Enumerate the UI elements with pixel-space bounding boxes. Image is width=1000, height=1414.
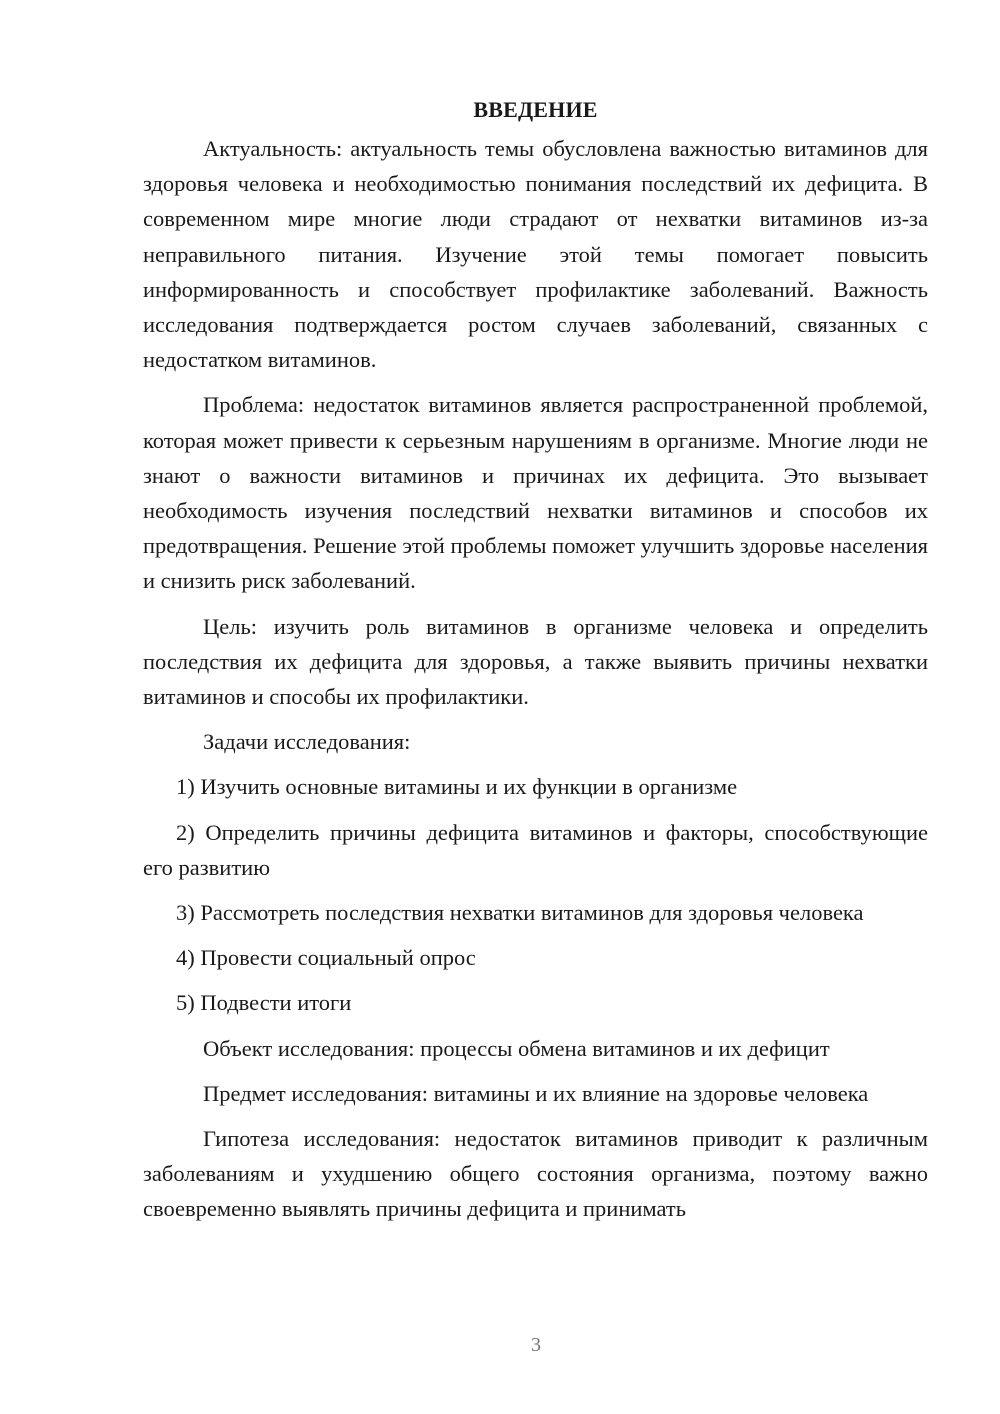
relevance-paragraph: Актуальность: актуальность темы обусловлена важностью витаминов для здоровья человека и необходимостью понимания последствий их дефицита. В современном мире многие люди страдают от нехватки витаминов из-за неправильного питания. Изучение этой темы помогает повысить информированность и способствует профилактике заболеваний. Важность исследования подтверждается ростом случаев заболеваний, связанных с недостатком витаминов. (143, 136, 928, 373)
research-object-paragraph: Объект исследования: процессы обмена витаминов и их дефицит (203, 1035, 830, 1061)
task-item-1: 1) Изучить основные витамины и их функции в организме (176, 774, 738, 800)
problem-paragraph: Проблема: недостаток витаминов является распространенной проблемой, которая может привести к серьезным нарушениям в организме. Многие люди не знают о важности витаминов и причинах их дефицита. Это вызывает необходимость изучения последствий нехватки витаминов и способов их предотвращения. Решение этой проблемы поможет улучшить здоровье населения и снизить риск заболеваний. (143, 392, 928, 594)
task-item-5: 5) Подвести итоги (176, 990, 352, 1016)
section-title: ВВЕДЕНИЕ (473, 97, 598, 122)
task-item-3: 3) Рассмотреть последствия нехватки витаминов для здоровья человека (176, 900, 864, 926)
tasks-heading: Задачи исследования: (203, 729, 411, 755)
task-item-4: 4) Провести социальный опрос (176, 945, 476, 971)
research-subject-paragraph: Предмет исследования: витамины и их влияние на здоровье человека (203, 1080, 869, 1106)
document-page (143, 92, 928, 1227)
task-item-2: 2) Определить причины дефицита витаминов и факторы, способствующие его развитию (143, 819, 928, 880)
hypothesis-paragraph: Гипотеза исследования: недостаток витаминов приводит к различным заболеваниям и ухудшению общего состояния организма, поэтому важно своевременно выявлять причины дефицита и принимать (143, 1126, 928, 1222)
goal-paragraph: Цель: изучить роль витаминов в организме человека и определить последствия их дефицита для здоровья, а также выявить причины нехватки витаминов и способы их профилактики. (143, 613, 928, 710)
page-number: 3 (531, 1334, 541, 1356)
